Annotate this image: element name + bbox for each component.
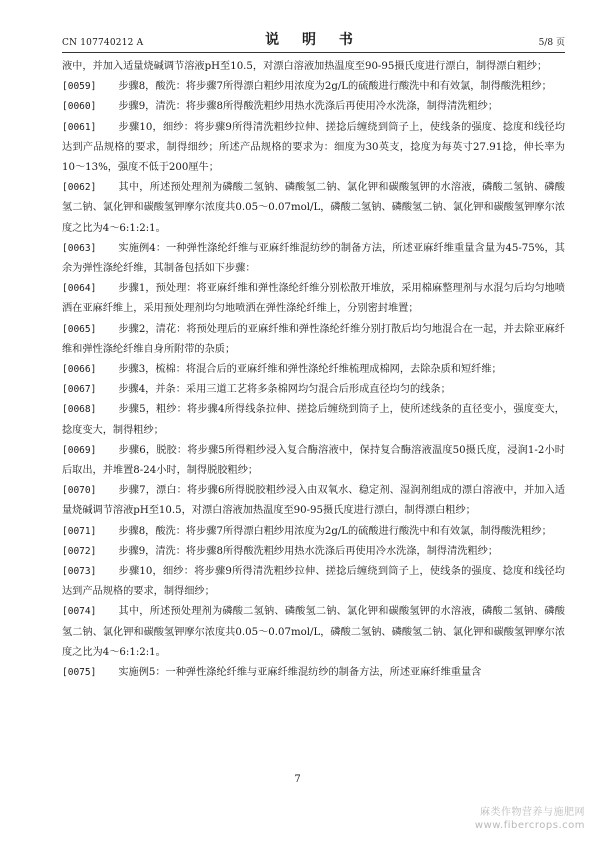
paragraph-number: [0068] xyxy=(62,404,97,416)
paragraph xyxy=(62,279,565,319)
paragraph-number: [0071] xyxy=(62,525,97,537)
paragraph-text: 液中，并加入适量烧碱调节溶液pH至10.5，对漂白溶液加热温度至90-95摄氏度进行漂白，制得漂白粗纱； xyxy=(62,61,548,72)
paragraph xyxy=(62,57,565,77)
paragraph xyxy=(62,522,565,542)
paragraph-text: 步骤5，粗纱：将步骤4所得线条拉伸、搓捻后缠绕到筒子上，使所述线条的直径变小，强度变大，捻度变大，制得粗纱； xyxy=(62,404,565,436)
paragraph-number: [0072] xyxy=(62,545,97,557)
paragraph-text: 步骤10，细纱：将步骤9所得清洗粗纱拉伸、搓捻后缠绕到筒子上，使线条的强度、捻度和线径均达到产品规格的要求，制得细纱；所述产品规格的要求为：细度为30英支，捻度为每英寸27.91捻，伸长率为10～13%，强度不低于200厘牛； xyxy=(62,121,565,174)
paragraph xyxy=(62,178,565,239)
paragraph-number: [0075] xyxy=(62,667,97,679)
paragraph xyxy=(62,360,565,380)
paragraph-number: [0074] xyxy=(62,606,97,618)
paragraph-number: [0065] xyxy=(62,323,97,335)
paragraph xyxy=(62,542,565,562)
document-body xyxy=(62,57,565,683)
paragraph xyxy=(62,239,565,279)
paragraph xyxy=(62,320,565,360)
paragraph-number: [0061] xyxy=(62,121,97,133)
paragraph-text: 其中，所述预处理剂为磷酸二氢钠、磷酸氢二钠、氯化钾和碳酸氢钾的水溶液，磷酸二氢钠、磷酸氢二钠、氯化钾和碳酸氢钾摩尔浓度共0.05～0.07mol/L，磷酸二氢钠、磷酸氢二钠、氯化钾和碳酸氢钾摩尔浓度之比为4～6:1:2:1。 xyxy=(62,606,565,658)
document-title: 说 明 书 xyxy=(265,32,362,48)
paragraph xyxy=(62,481,565,521)
paragraph xyxy=(62,97,565,117)
patent-number: CN 107740212 A xyxy=(62,38,144,48)
paragraph-text: 步骤4，并条：采用三道工艺将多条棉网均匀混合后形成直径均匀的线条； xyxy=(118,384,451,396)
paragraph xyxy=(62,77,565,97)
paragraph-text: 步骤2，清花：将预处理后的亚麻纤维和弹性涤纶纤维分别打散后均匀地混合在一起，并去除亚麻纤维和弹性涤纶纤维自身所附带的杂质； xyxy=(62,323,565,355)
paragraph xyxy=(62,663,565,683)
paragraph-text: 步骤1，预处理：将亚麻纤维和弹性涤纶纤维分别松散开堆放，采用棉麻整理剂与水混匀后均匀地喷洒在亚麻纤维上，采用预处理剂均匀地喷洒在弹性涤纶纤维上，分别密封堆置； xyxy=(62,283,565,315)
paragraph-number: [0060] xyxy=(62,101,97,113)
paragraph-text: 实施例5：一种弹性涤纶纤维与亚麻纤维混纺纱的制备方法，所述亚麻纤维重量含 xyxy=(118,667,482,679)
paragraph xyxy=(62,400,565,440)
paragraph-text: 其中，所述预处理剂为磷酸二氢钠、磷酸氢二钠、氯化钾和碳酸氢钾的水溶液，磷酸二氢钠、磷酸氢二钠、氯化钾和碳酸氢钾摩尔浓度共0.05～0.07mol/L，磷酸二氢钠、磷酸氢二钠、氯化钾和碳酸氢钾摩尔浓度之比为4～6:1:2:1。 xyxy=(62,182,565,234)
paragraph-text: 步骤9，清洗：将步骤8所得酸洗粗纱用热水洗涤后再使用冷水洗涤，制得清洗粗纱； xyxy=(118,545,499,557)
paragraph xyxy=(62,441,565,481)
paragraph-number: [0069] xyxy=(62,444,97,456)
paragraph-number: [0070] xyxy=(62,485,97,497)
watermark xyxy=(475,806,585,832)
paragraph xyxy=(62,380,565,400)
paragraph-text: 步骤3，梳棉：将混合后的亚麻纤维和弹性涤纶纤维梳理成棉网，去除杂质和短纤维； xyxy=(118,364,502,376)
page-header xyxy=(62,30,565,53)
paragraph-text: 步骤7，漂白：将步骤6所得脱胶粗纱浸入由双氧水、稳定剂、湿润剂组成的漂白溶液中，并加入适量烧碱调节溶液pH至10.5，对漂白溶液加热温度至90-95摄氏度进行漂白，制得漂白粗纱； xyxy=(62,485,565,517)
paragraph-number: [0064] xyxy=(62,283,97,295)
paragraph xyxy=(62,562,565,602)
paragraph-number: [0067] xyxy=(62,384,97,396)
paragraph-text: 步骤8，酸洗：将步骤7所得漂白粗纱用浓度为2g/L的硫酸进行酸洗中和有效氯，制得酸洗粗纱； xyxy=(118,81,552,93)
paragraph-number: [0066] xyxy=(62,364,97,376)
watermark-url: www.fibercrops.com xyxy=(474,820,585,831)
page-reference: 5/8 页 xyxy=(538,38,565,48)
paragraph xyxy=(62,602,565,663)
watermark-site-name: 麻类作物营养与施肥网 xyxy=(480,807,585,818)
paragraph-number: [0063] xyxy=(62,242,97,254)
paragraph-text: 实施例4：一种弹性涤纶纤维与亚麻纤维混纺纱的制备方法，所述亚麻纤维重量含量为45-75%，其余为弹性涤纶纤维，其制备包括如下步骤： xyxy=(62,242,565,275)
paragraph-text: 步骤6，脱胶：将步骤5所得粗纱浸入复合酶溶液中，保持复合酶溶液温度50摄氏度，浸润1-2小时后取出，并堆置8-24小时，制得脱胶粗纱； xyxy=(62,444,565,477)
paragraph-number: [0062] xyxy=(62,182,97,194)
paragraph-text: 步骤9，清洗：将步骤8所得酸洗粗纱用热水洗涤后再使用冷水洗涤，制得清洗粗纱； xyxy=(118,101,499,113)
paragraph xyxy=(62,118,565,179)
paragraph-number: [0059] xyxy=(62,81,97,93)
paragraph-text: 步骤10，细纱：将步骤9所得清洗粗纱拉伸、搓捻后缠绕到筒子上，使线条的强度、捻度和线径均达到产品规格的要求，制得细纱； xyxy=(62,566,565,598)
paragraph-number: [0073] xyxy=(62,566,97,578)
page-number: 7 xyxy=(294,774,301,785)
paragraph-text: 步骤8，酸洗：将步骤7所得漂白粗纱用浓度为2g/L的硫酸进行酸洗中和有效氯，制得酸洗粗纱； xyxy=(118,525,552,537)
